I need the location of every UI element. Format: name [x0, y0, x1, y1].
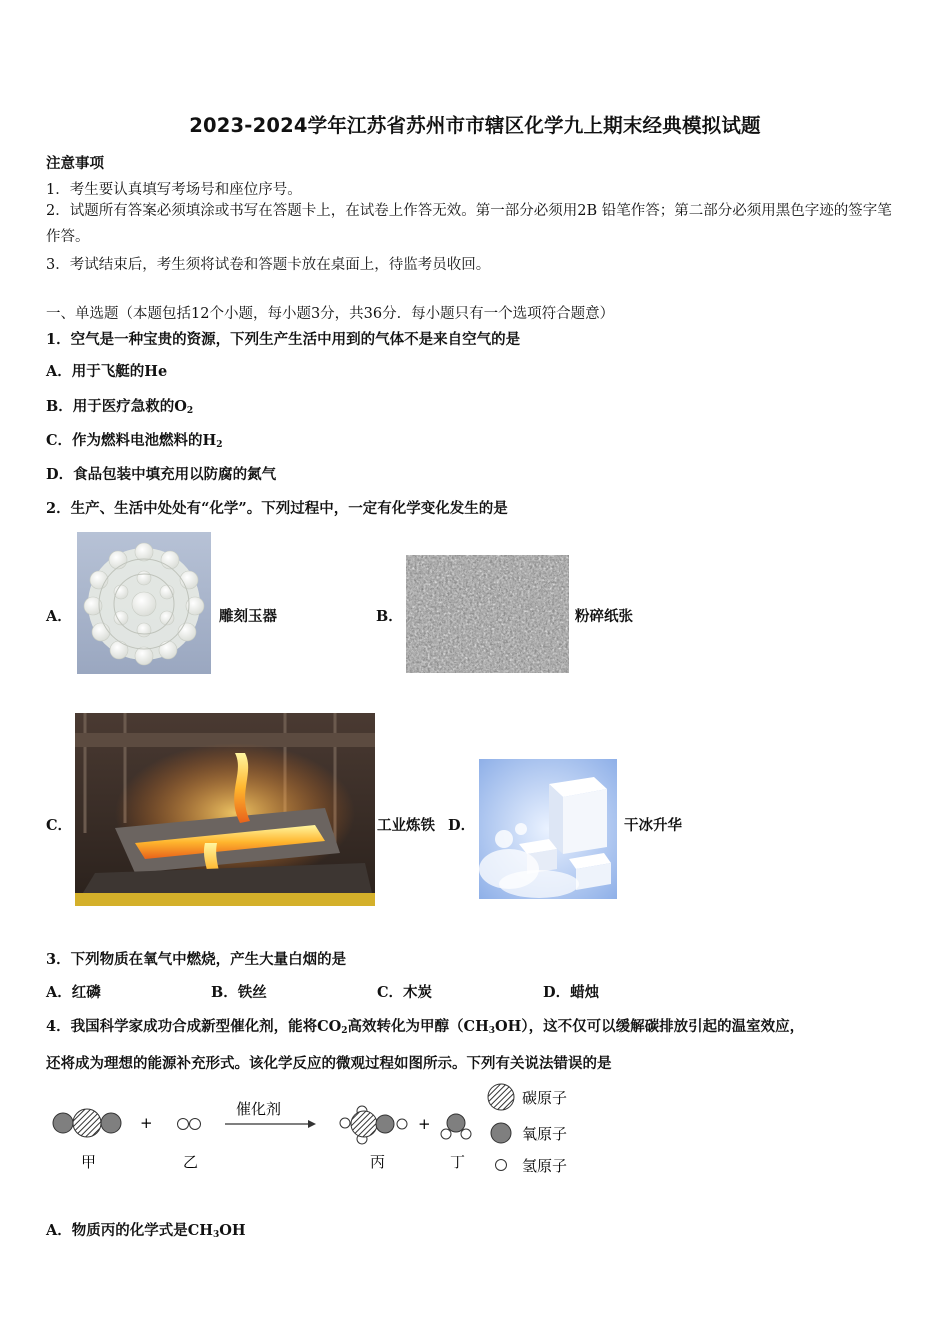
- q1-option-a: A．用于飞艇的He: [46, 363, 168, 380]
- label-ding: 丁: [450, 1153, 466, 1171]
- label-bing: 丙: [370, 1153, 386, 1171]
- shredded-paper-image: [406, 555, 569, 673]
- q3-stem: 3．下列物质在氧气中燃烧，产生大量白烟的是: [46, 951, 347, 968]
- q3-option-a: A．红磷: [46, 984, 101, 1001]
- q2-option-a-letter: A．: [46, 608, 72, 625]
- q2-option-b-caption: 粉碎纸张: [575, 608, 633, 625]
- jade-carving-image: [77, 532, 211, 674]
- legend-oxygen-marker: [491, 1123, 511, 1143]
- reaction-diagram: [40, 1080, 600, 1180]
- q2-option-c-letter: C．: [46, 817, 73, 834]
- q2-option-a-caption: 雕刻玉器: [219, 608, 277, 625]
- molecule-ding: [441, 1114, 471, 1139]
- plus-sign-2: +: [418, 1115, 431, 1133]
- label-yi: 乙: [183, 1153, 199, 1171]
- notice-item-1: 1．考生要认真填写考场号和座位序号。: [46, 182, 302, 198]
- q4-option-a: A．物质丙的化学式是$CH_3OH$: [46, 1222, 246, 1240]
- legend-hydrogen: 氢原子: [522, 1157, 568, 1175]
- legend-carbon-marker: [488, 1084, 514, 1110]
- page-title: 2023-2024学年江苏省苏州市市辖区化学九上期末经典模拟试题: [189, 114, 761, 137]
- q1-option-d: D．食品包装中填充用以防腐的氮气: [46, 466, 277, 483]
- q2-option-b-letter: B．: [376, 608, 403, 625]
- dry-ice-image: [479, 759, 617, 899]
- q1-option-c: C．作为燃料电池燃料的$H_2$: [46, 432, 223, 450]
- section-heading: 一、单选题（本题包括12个小题，每小题3分，共36分．每小题只有一个选项符合题意）: [46, 306, 615, 322]
- q2-stem: 2．生产、生活中处处有“化学”。下列过程中，一定有化学变化发生的是: [46, 500, 508, 517]
- notice-item-2: 2．试题所有答案必须填涂或书写在答题卡上，在试卷上作答无效。第一部分必须用2B 铅笔作答；第二部分必须用黑色字迹的签字笔作答。: [46, 203, 892, 245]
- molecule-yi: [178, 1119, 201, 1130]
- plus-sign-1: +: [140, 1114, 153, 1132]
- notice-heading: 注意事项: [46, 155, 104, 172]
- molecule-bing: [340, 1106, 407, 1144]
- notice-item-3: 3．考试结束后，考生须将试卷和答题卡放在桌面上，待监考员收回。: [46, 257, 491, 273]
- q1-option-b: B．用于医疗急救的$O_2$: [46, 398, 194, 416]
- catalyst-label: 催化剂: [236, 1100, 282, 1118]
- q3-option-c: C．木炭: [377, 984, 433, 1001]
- q4-stem-line1: 4．我国科学家成功合成新型催化剂，能将$CO_2$高效转化为甲醇$(CH_3OH)$，这不仅可以缓解碳排放引起的温室效应，: [46, 1018, 805, 1036]
- q3-option-d: D．蜡烛: [543, 984, 600, 1001]
- molecule-jia: [53, 1109, 121, 1137]
- legend-oxygen: 氧原子: [522, 1125, 568, 1143]
- legend-carbon: 碳原子: [522, 1089, 568, 1107]
- q3-option-b: B．铁丝: [211, 984, 267, 1001]
- iron-smelting-image: [75, 713, 375, 906]
- q1-stem: 1．空气是一种宝贵的资源，下列生产生活中用到的气体不是来自空气的是: [46, 331, 521, 348]
- label-jia: 甲: [81, 1153, 97, 1171]
- q2-option-d-letter: D．: [448, 817, 476, 834]
- q2-option-c-caption: 工业炼铁: [377, 817, 435, 834]
- q4-stem-line2: 还将成为理想的能源补充形式。该化学反应的微观过程如图所示。下列有关说法错误的是: [46, 1055, 612, 1072]
- legend-hydrogen-marker: [496, 1160, 507, 1171]
- q2-option-d-caption: 干冰升华: [624, 817, 682, 834]
